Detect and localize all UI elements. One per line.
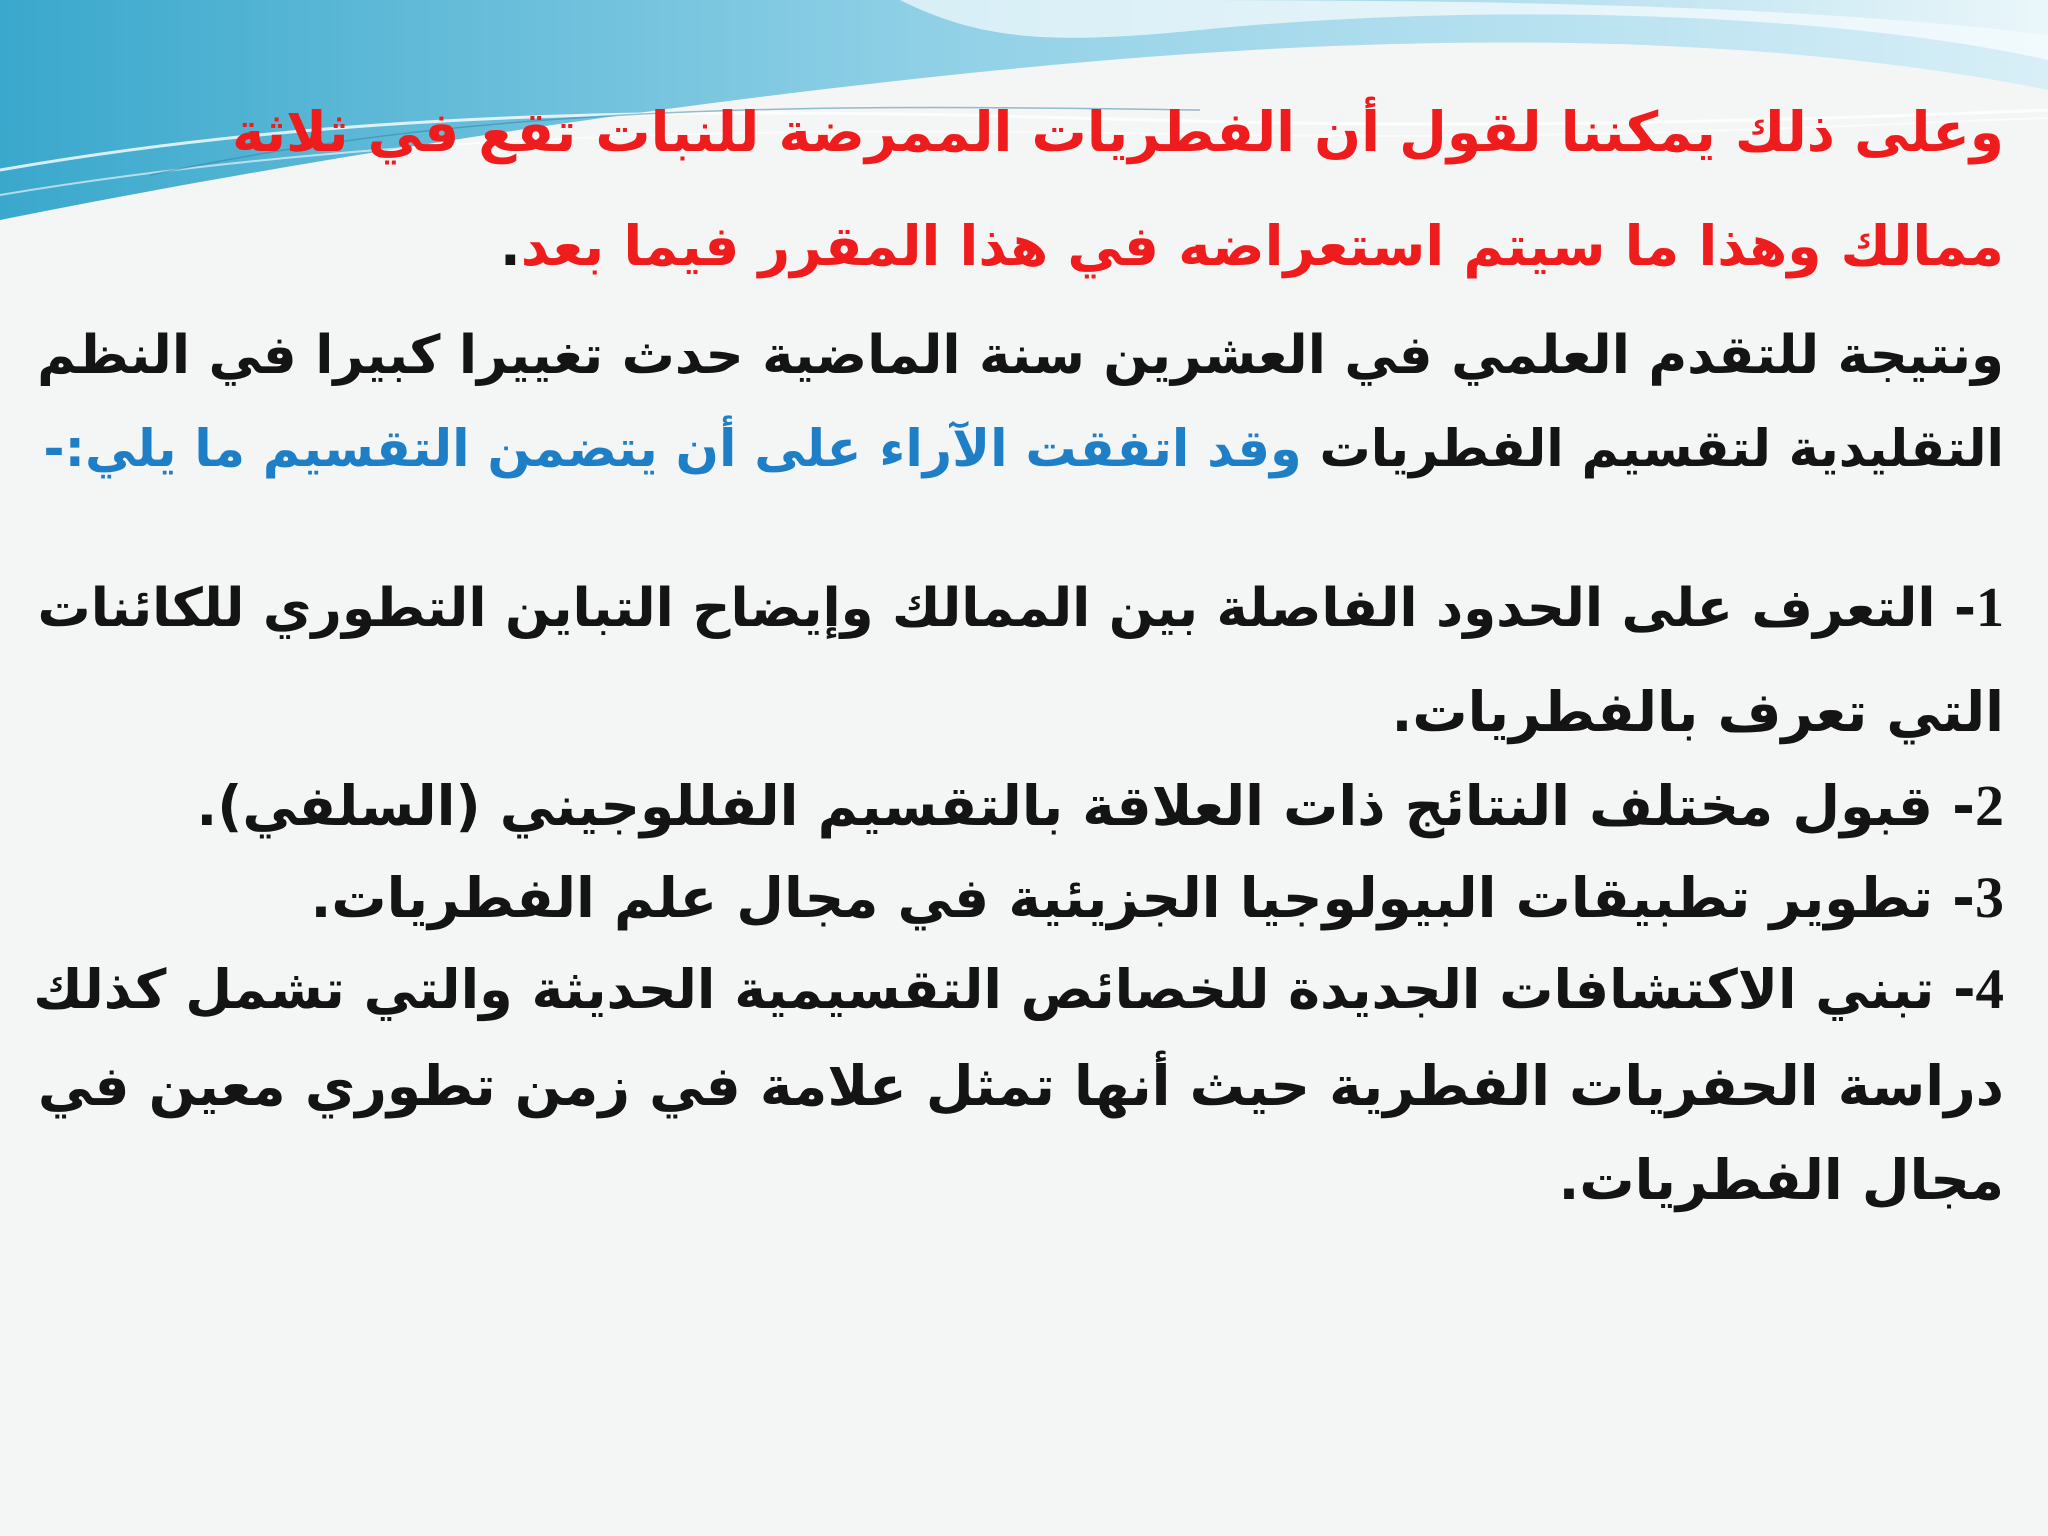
list-item-3-number: 3 — [1975, 865, 2004, 930]
list-item-1-number: 1 — [1976, 577, 2004, 639]
list-item-4-continued-1: دراسة الحفريات الفطرية حيث أنها تمثل علامة في زمن تطوري معين في — [37, 1054, 2004, 1118]
list-item-4-text: - تبني الاكتشافات الجديدة للخصائص التقسيمية الحديثة والتي تشمل كذلك — [33, 958, 1976, 1021]
list-item-2-number: 2 — [1975, 773, 2004, 838]
list-item-3 — [311, 858, 2004, 938]
intro-line-2 — [500, 206, 2004, 286]
list-item-2 — [196, 766, 2004, 846]
list-item-4 — [33, 950, 2004, 1030]
list-item-4-continued-2: مجال الفطريات. — [1558, 1148, 2004, 1212]
progress-line-1: ونتيجة للتقدم العلمي في العشرين سنة الماضية حدث تغييرا كبيرا في النظم — [37, 325, 2004, 386]
intro-line-2-text: ممالك وهذا ما سيتم استعراضه في هذا المقرر فيما بعد — [520, 214, 2004, 278]
list-item-4-number: 4 — [1975, 958, 2004, 1021]
list-item-3-text: - تطوير تطبيقات البيولوجيا الجزيئية في مجال علم الفطريات. — [310, 866, 1975, 930]
list-item-2-text: - قبول مختلف النتائج ذات العلاقة بالتقسيم الفللوجيني (السلفي). — [196, 774, 1975, 838]
intro-line-2-period: . — [499, 214, 521, 278]
list-item-1 — [37, 568, 2004, 649]
progress-line-2-highlight: وقد اتفقت الآراء على أن يتضمن التقسيم ما يلي:- — [43, 420, 1302, 479]
progress-line-2-text: التقليدية لتقسيم الفطريات — [1319, 420, 2004, 479]
progress-line-2 — [43, 410, 2004, 490]
list-item-1-text: - التعرف على الحدود الفاصلة بين الممالك وإيضاح التباين التطوري للكائنات — [37, 578, 1976, 639]
intro-line-1: وعلى ذلك يمكننا لقول أن الفطريات الممرضة للنبات تقع في ثلاثة — [232, 100, 2004, 164]
list-item-1-continued: التي تعرف بالفطريات. — [1391, 680, 2004, 744]
